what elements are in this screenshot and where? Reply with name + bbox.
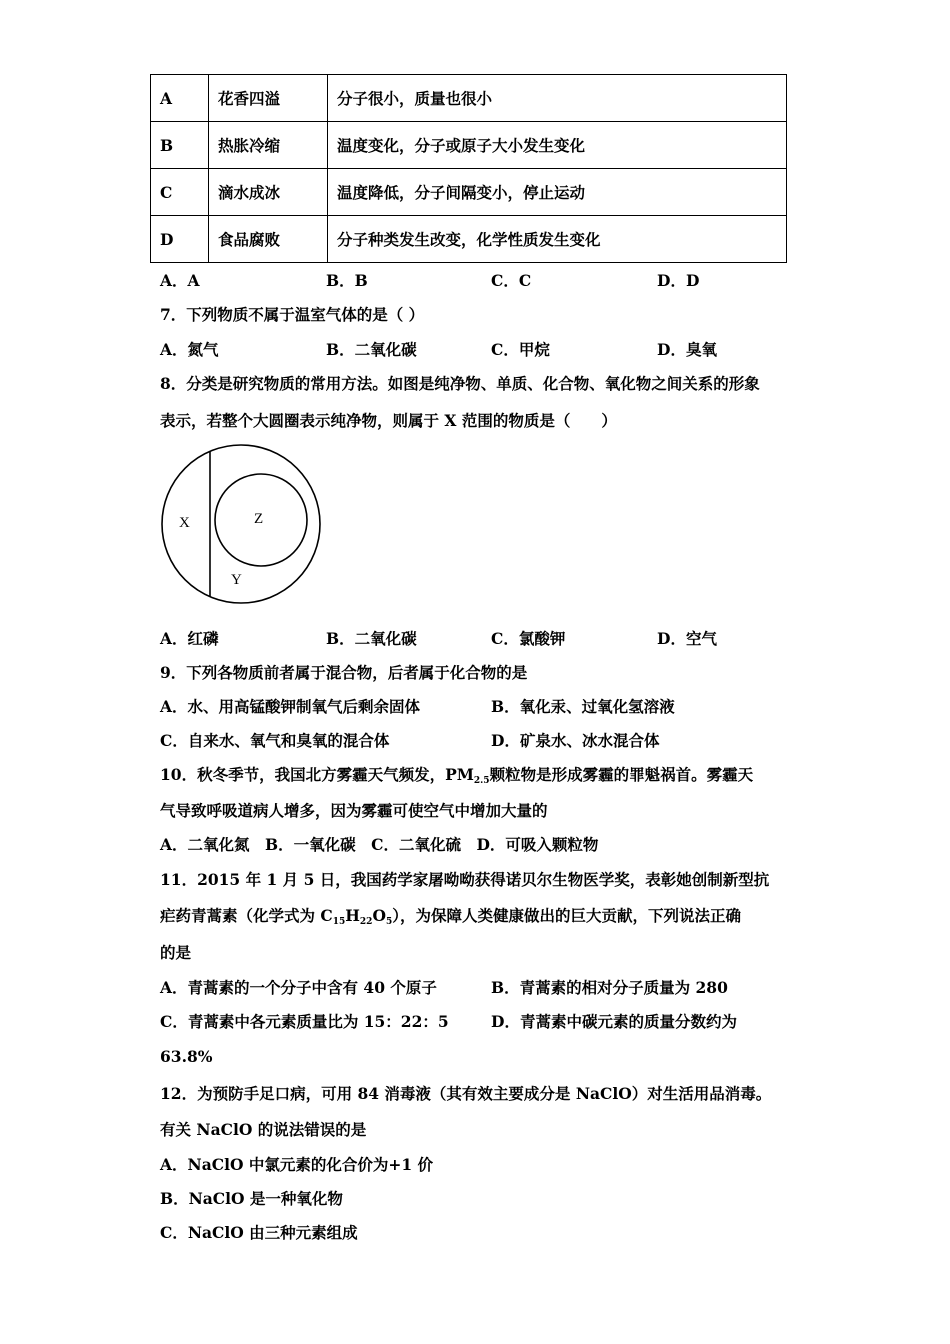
table-cell-phenomenon: 滴水成冰 [209, 169, 328, 216]
q8-option-c[interactable]: C．氯酸钾 [491, 629, 566, 648]
q12-option-b[interactable]: B．NaClO 是一种氧化物 [160, 1189, 343, 1208]
table-cell-key: A [151, 75, 209, 122]
q6-option-c[interactable]: C．C [491, 271, 532, 290]
table-cell-phenomenon: 食品腐败 [209, 216, 328, 263]
q11-text-post: ），为保障人类健康做出的巨大贡献，下列说法正确 [392, 906, 741, 925]
label-x: X [179, 515, 190, 531]
q11-option-b[interactable]: B．青蒿素的相对分子质量为 280 [491, 978, 728, 997]
q7-option-b[interactable]: B．二氧化碳 [326, 340, 417, 359]
table-cell-key: D [151, 216, 209, 263]
q9-option-c[interactable]: C．自来水、氧气和臭氧的混合体 [160, 731, 390, 750]
table-row [151, 216, 787, 263]
q8-option-a[interactable]: A．红磷 [160, 629, 219, 648]
table-cell-phenomenon: 热胀冷缩 [209, 122, 328, 169]
q10-text-pre: 10．秋冬季节，我国北方雾霾天气频发，PM [160, 765, 474, 784]
table-row [151, 169, 787, 216]
table-cell-phenomenon: 花香四溢 [209, 75, 328, 122]
q11-stem-line3: 的是 [160, 943, 192, 962]
q11-text-pre: 疟药青蒿素（化学式为 C [160, 906, 333, 925]
q6-option-b[interactable]: B．B [326, 271, 368, 290]
q10-stem-line2: 气导致呼吸道病人增多，因为雾霾可使空气中增加大量的 [160, 801, 548, 820]
table-cell-key: B [151, 122, 209, 169]
table-cell-explanation: 温度降低，分子间隔变小，停止运动 [328, 169, 787, 216]
venn-diagram [158, 442, 328, 607]
table-cell-explanation: 温度变化，分子或原子大小发生变化 [328, 122, 787, 169]
q10-stem-line1 [160, 763, 753, 786]
q11-option-d[interactable]: D．青蒿素中碳元素的质量分数约为 [491, 1012, 737, 1031]
q8-option-d[interactable]: D．空气 [657, 629, 717, 648]
q6-option-a[interactable]: A．A [160, 271, 200, 290]
q9-option-a[interactable]: A．水、用高锰酸钾制氧气后剩余固体 [160, 697, 421, 716]
q9-option-b[interactable]: B．氧化汞、过氧化氢溶液 [491, 697, 675, 716]
q11-option-c[interactable]: C．青蒿素中各元素质量比为 15：22：5 [160, 1012, 449, 1031]
q8-option-b[interactable]: B．二氧化碳 [326, 629, 417, 648]
label-y: Y [231, 572, 242, 588]
q11-option-d-cont: 63.8% [160, 1047, 213, 1066]
q7-option-d[interactable]: D．臭氧 [657, 340, 717, 359]
q11-h: H [345, 906, 360, 925]
q10-subscript: 2.5 [473, 776, 490, 786]
table-cell-explanation: 分子很小，质量也很小 [328, 75, 787, 122]
q11-sub-o: 5 [385, 917, 393, 927]
q12-stem-line1: 12．为预防手足口病，可用 84 消毒液（其有效主要成分是 NaClO）对生活用品消毒。 [160, 1084, 772, 1103]
q11-option-a[interactable]: A．青蒿素的一个分子中含有 40 个原子 [160, 978, 437, 997]
q12-option-a[interactable]: A．NaClO 中氯元素的化合价为+1 价 [160, 1155, 434, 1174]
table-row [151, 75, 787, 122]
q8-stem-line1: 8．分类是研究物质的常用方法。如图是纯净物、单质、化合物、氧化物之间关系的形象 [160, 374, 760, 393]
q12-stem-line2: 有关 NaClO 的说法错误的是 [160, 1120, 367, 1139]
q6-table [150, 74, 787, 263]
q11-sub-h: 22 [359, 917, 373, 927]
q7-option-a[interactable]: A．氮气 [160, 340, 219, 359]
table-cell-key: C [151, 169, 209, 216]
q6-option-d[interactable]: D．D [657, 271, 700, 290]
q11-stem-line1: 11．2015 年 1 月 5 日，我国药学家屠呦呦获得诺贝尔生物医学奖，表彰她创制新型抗 [160, 870, 770, 889]
q11-stem-line2 [160, 904, 741, 927]
q11-o: O [372, 906, 386, 925]
q7-option-c[interactable]: C．甲烷 [491, 340, 550, 359]
q8-stem-line2: 表示，若整个大圆圈表示纯净物，则属于 X 范围的物质是（ ） [160, 411, 617, 430]
q10-text-post: 颗粒物是形成雾霾的罪魁祸首。雾霾天 [489, 765, 754, 784]
q12-option-c[interactable]: C．NaClO 由三种元素组成 [160, 1223, 358, 1242]
q7-stem: 7．下列物质不属于温室气体的是（ ） [160, 305, 425, 324]
table-row [151, 122, 787, 169]
q9-stem: 9．下列各物质前者属于混合物，后者属于化合物的是 [160, 663, 528, 682]
label-z: Z [254, 511, 264, 527]
q10-options[interactable]: A．二氧化氮 B．一氧化碳 C．二氧化硫 D．可吸入颗粒物 [160, 835, 599, 854]
q9-option-d[interactable]: D．矿泉水、冰水混合体 [491, 731, 660, 750]
q11-sub-c: 15 [332, 917, 346, 927]
table-cell-explanation: 分子种类发生改变，化学性质发生变化 [328, 216, 787, 263]
